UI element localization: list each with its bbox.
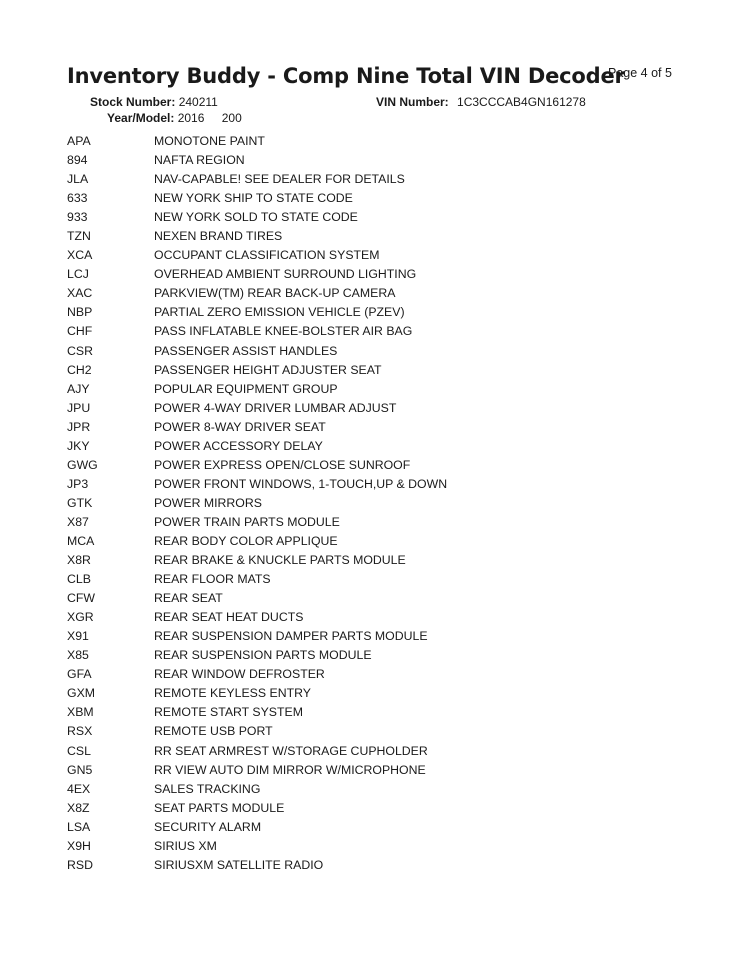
option-description: RR SEAT ARMREST W/STORAGE CUPHOLDER [154,743,428,758]
model-value: 200 [221,111,242,125]
option-code: CH2 [67,362,92,377]
option-description: REAR SEAT HEAT DUCTS [154,610,304,625]
option-code: CSR [67,343,93,358]
option-code: LCJ [67,267,89,282]
option-code: CLB [67,572,91,587]
option-code: APA [67,134,91,148]
option-code: 933 [67,210,88,225]
option-code: JPR [67,419,91,434]
option-code: MCA [67,533,95,548]
option-code: GN5 [67,762,93,777]
option-description: REAR BODY COLOR APPLIQUE [154,533,338,548]
option-description: POWER TRAIN PARTS MODULE [154,514,340,529]
option-code: XBM [67,705,94,720]
option-description: PASSENGER ASSIST HANDLES [154,343,338,358]
option-code: X85 [67,648,89,663]
option-code: JKY [67,438,90,453]
option-code: XGR [67,610,94,625]
option-code: X87 [67,514,89,529]
stock-number-label: Stock Number: [90,95,176,109]
option-description: REAR FLOOR MATS [154,572,271,587]
option-description: OCCUPANT CLASSIFICATION SYSTEM [154,248,380,263]
report-title: Inventory Buddy - Comp Nine Total VIN Decoder [67,64,625,88]
option-code: TZN [67,229,91,244]
vin-number-value: 1C3CCCAB4GN161278 [457,95,586,109]
option-description: REMOTE USB PORT [154,724,273,739]
page-number: Page 4 of 5 [608,66,672,80]
option-description: SALES TRACKING [154,781,261,796]
option-description: REAR SUSPENSION DAMPER PARTS MODULE [154,629,428,644]
option-description: REAR SUSPENSION PARTS MODULE [154,648,372,663]
option-description: POWER EXPRESS OPEN/CLOSE SUNROOF [154,457,411,472]
stock-number [90,95,218,109]
option-description: MONOTONE PAINT [154,134,265,148]
year-model-label: Year/Model: [107,111,175,125]
option-code: CSL [67,743,91,758]
stock-number-value: 240211 [178,95,218,109]
option-code: X8R [67,553,91,568]
option-description: PASS INFLATABLE KNEE-BOLSTER AIR BAG [154,324,413,339]
option-code: LSA [67,819,91,834]
option-description: REAR SEAT [154,591,223,606]
option-description: SIRIUSXM SATELLITE RADIO [154,857,324,872]
option-description: NEW YORK SOLD TO STATE CODE [154,210,358,225]
option-description: POWER 4-WAY DRIVER LUMBAR ADJUST [154,400,397,415]
option-code: GFA [67,667,92,682]
option-code: 894 [67,153,88,168]
option-description: POWER FRONT WINDOWS, 1-TOUCH,UP & DOWN [154,476,448,491]
option-description: SIRIUS XM [154,838,217,853]
option-description: OVERHEAD AMBIENT SURROUND LIGHTING [154,267,417,282]
option-code: XCA [67,248,93,263]
option-description: POWER ACCESSORY DELAY [154,438,323,453]
option-description: SEAT PARTS MODULE [154,800,285,815]
option-description: RR VIEW AUTO DIM MIRROR W/MICROPHONE [154,762,426,777]
option-code: JPU [67,400,91,415]
vin-number-label: VIN Number: [376,95,449,109]
option-description: SECURITY ALARM [154,819,262,834]
option-description: NAFTA REGION [154,153,245,168]
option-description: REMOTE START SYSTEM [154,705,303,720]
option-description: PASSENGER HEIGHT ADJUSTER SEAT [154,362,382,377]
option-code: RSD [67,857,93,872]
option-description: PARTIAL ZERO EMISSION VEHICLE (PZEV) [154,305,405,320]
option-code: X91 [67,629,89,644]
option-code: GTK [67,495,93,510]
option-description: POWER 8-WAY DRIVER SEAT [154,419,326,434]
option-description: NAV-CAPABLE! SEE DEALER FOR DETAILS [154,172,405,187]
option-code: AJY [67,381,90,396]
option-code: JLA [67,172,89,187]
option-description: REMOTE KEYLESS ENTRY [154,686,311,701]
option-description: NEW YORK SHIP TO STATE CODE [154,191,353,206]
vin-number [376,95,586,109]
option-code: JP3 [67,476,89,491]
option-code: RSX [67,724,93,739]
option-description: PARKVIEW(TM) REAR BACK-UP CAMERA [154,286,396,301]
option-code: 633 [67,191,88,206]
option-code: X9H [67,838,91,853]
option-code: GWG [67,457,98,472]
year-model [107,111,242,125]
option-code: NBP [67,305,93,320]
option-description: REAR BRAKE & KNUCKLE PARTS MODULE [154,553,406,568]
option-code: GXM [67,686,96,701]
option-code: CHF [67,324,93,339]
option-description: POWER MIRRORS [154,495,262,510]
option-description: REAR WINDOW DEFROSTER [154,667,325,682]
option-code: 4EX [67,781,91,796]
option-code: X8Z [67,800,90,815]
option-description: NEXEN BRAND TIRES [154,229,283,244]
option-code: XAC [67,286,93,301]
option-code: CFW [67,591,95,606]
option-description: POPULAR EQUIPMENT GROUP [154,381,338,396]
year-value: 2016 [177,111,205,125]
